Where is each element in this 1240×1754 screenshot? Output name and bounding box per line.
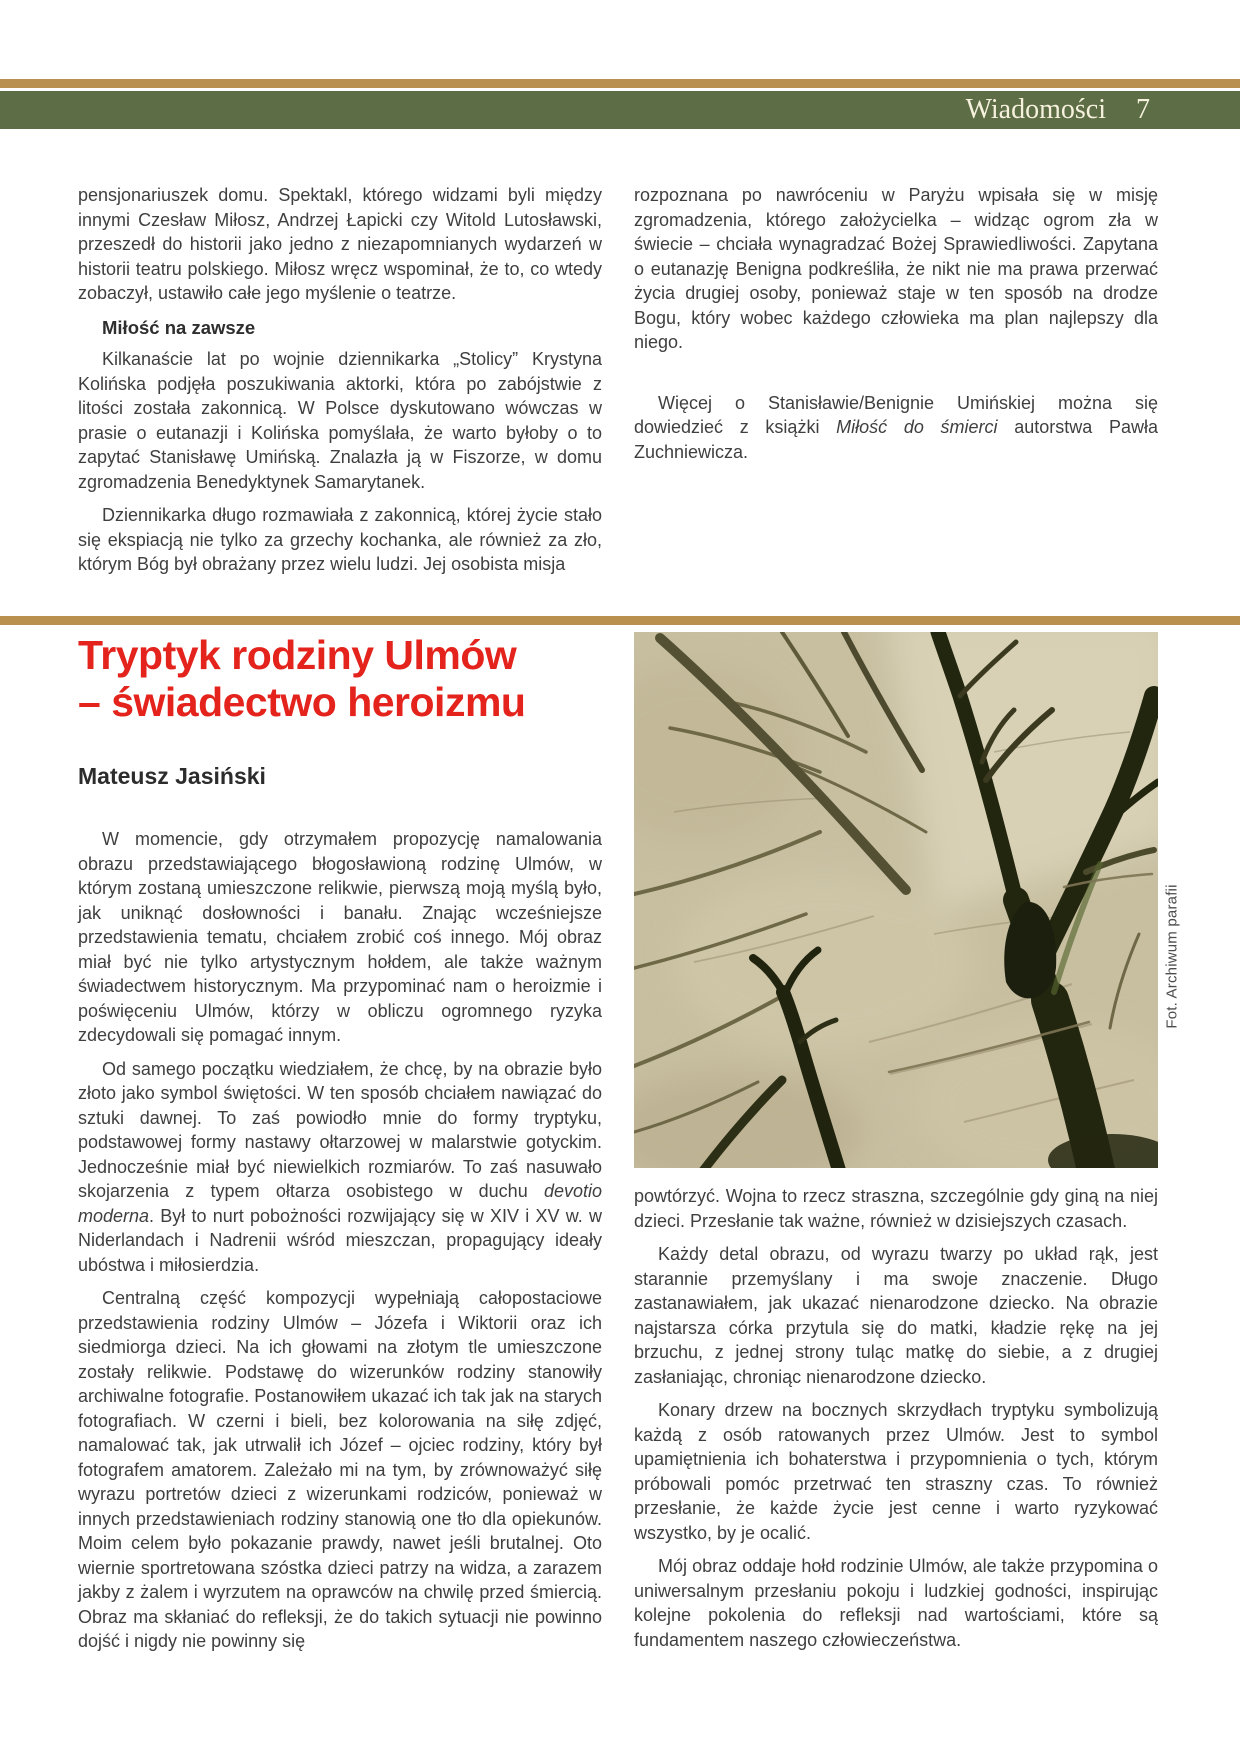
book-title: Miłość do śmierci (836, 417, 998, 437)
feature-article-title: Tryptyk rodziny Ulmów – świadectwo heroizmu (78, 632, 526, 725)
paragraph: Od samego początku wiedziałem, że chcę, by na obrazie było złoto jako symbol świętości. W ten sposób chciałem nawiązać do sztuki dawnej. To zaś powiodło mnie do formy tryptyku, podstawowej formy nastawy ołtarzowej w malarstwie gotyckim. Jednocześnie miał być niewielkich rozmiarów. To zaś nasuwało skojarzenia z typem ołtarza osobistego w duchu devotio moderna. Był to nurt pobożności rozwijający się w XIV i XV w. w Niderlandach i Nadrenii wśród mieszczan, propagujący ideały ubóstwa i miłosierdzia. (78, 1058, 602, 1275)
paragraph: Konary drzew na bocznych skrzydłach tryptyku symbolizują każdą z osób ratowanych przez Ulmów. Jest to symbol upamiętnienia ich bohaterstwa i przypomnienia o tych, którym próbowali pomóc przetrwać ten straszny czas. To również przesłanie, że każde życie jest cenne i warto ryzykować wszystko, by je ocalić. (634, 1400, 1158, 1543)
latin-term: devotio moderna (78, 1181, 602, 1226)
header-gold-rule (0, 79, 1240, 88)
paragraph: Dziennikarka długo rozmawiała z zakonnicą, której życie stało się ekspiacją nie tylko za grzechy kochanka, ale również za zło, którym Bóg był obrażany przez wielu ludzi. Jej osobista misja (78, 505, 602, 574)
paragraph: W momencie, gdy otrzymałem propozycję namalowania obrazu przedstawiającego błogosławioną rodzinę Ulmów, w którym zostaną umieszczone relikwie, pierwszą moją myślą było, jak uniknąć dosłowności i banału. Znając wcześniejsze przedstawienia tematu, chciałem zrobić coś innego. Mój obraz miał być nie tylko artystycznym hołdem, ale także ważnym świadectwem historycznym. Ma przypominać nam o heroizmie i poświęceniu Ulmów, którzy w obliczu ogromnego ryzyka zdecydowali się pomagać innym. (78, 829, 602, 1045)
subhead-milosc-na-zawsze: Miłość na zawsze (102, 316, 256, 338)
paragraph: powtórzyć. Wojna to rzecz straszna, szczególnie gdy giną na niej dzieci. Przesłanie tak ważne, również w dzisiejszych czasach. (634, 1186, 1158, 1231)
closing-note: Więcej o Stanisławie/Benignie Umińskiej można się dowiedzieć z książki Miłość do śmierci autorstwa Pawła Zuchniewicza. (634, 392, 1158, 462)
photo-credit: Fot. Archiwum parafii (1163, 884, 1181, 1029)
paragraph: Mój obraz oddaje hołd rodzinie Ulmów, ale także przypomina o uniwersalnym przesłaniu pokoju i ludzkiej godności, inspirując kolejne pokolenia do refleksji nad wartościami, które są fundamentem naszego człowieczeństwa. (634, 1556, 1158, 1650)
feature-author: Mateusz Jasiński (78, 763, 266, 789)
paragraph: Centralną część kompozycji wypełniają całopostaciowe przedstawienia rodziny Ulmów – Józefa i Wiktorii oraz ich siedmiorga dzieci. Na ich głowami na złotym tle umieszczone zostały relikwie. Podstawę do wizerunków rodziny stanowiły archiwalne fotografie. Postanowiłem ukazać ich tak jak na starych fotografiach. W czerni i bieli, bez kolorowania na siłę zdjęć, namalować tak, jak utrwalił ich Józef – ojciec rodziny, który był fotografem amatorem. Zależało mi na tym, by zrównoważyć siłę wyrazu portretów dzieci z wizerunkami rodziców, ponieważ w innych przedstawieniach rodziny stanowią one tło dla opiekunów. Moim celem było pokazanie prawdy, nawet jeśli brutalnej. Oto wiernie sportretowana szóstka dzieci patrzy na widza, a zarazem jakby z żalem i wyrzutem na oprawców na chwilę przed śmiercią. Obraz ma skłaniać do refleksji, że do takich sytuacji nie powinno dojść i nigdy nie powinny się (78, 1288, 602, 1651)
feature-left-column (78, 827, 602, 1663)
top-article-left-column (78, 183, 602, 586)
section-title: Wiadomości (965, 94, 1106, 125)
page-header-bar (0, 91, 1240, 129)
paragraph: Kilkanaście lat po wojnie dziennikarka „Stolicy” Krystyna Kolińska podjęła poszukiwania aktorki, która po zabójstwie z litości została zakonnicą. W Polsce dyskutowano wówczas w prasie o eutanazji i Kolińska pomyślała, że warto byłoby o to zapytać Stanisławę Umińską. Znalazła ją w Fiszorze, w domu zgromadzenia Benedyktynek Samarytanek. (78, 349, 602, 492)
page-number: 7 (1136, 94, 1150, 125)
feature-right-column (634, 1184, 1158, 1661)
paragraph: Każdy detal obrazu, od wyrazu twarzy po układ rąk, jest starannie przemyślany i ma swoje znaczenie. Długo zastanawiałem, jak ukazać nienarodzone dziecko. Na obrazie najstarsza córka przytula się do matki, kładzie rękę na jej brzuchu, z jednej strony tuląc matkę do siebie, a z drugiej zasłaniając, chroniąc nienarodzone dziecko. (634, 1244, 1158, 1387)
section-divider-rule (0, 616, 1240, 625)
triptych-branches-photo (634, 632, 1158, 1168)
top-article-right-column (634, 183, 1158, 473)
paragraph: rozpoznana po nawróceniu w Paryżu wpisała się w misję zgromadzenia, którego założycielka – widząc ogrom zła w świecie – chciała wynagradzać Bożej Sprawiedliwości. Zapytana o eutanazję Benigna podkreśliła, że nikt nie ma prawa przerwać życia drugiej osoby, ponieważ staje w ten sposób na drodze Bogu, który wobec każdego człowieka ma plan najlepszy dla niego. (634, 185, 1158, 352)
paragraph: pensjonariuszek domu. Spektakl, którego widzami byli między innymi Czesław Miłosz, Andrzej Łapicki czy Witold Lutosławski, przeszedł do historii jako jedno z niezapomnianych wydarzeń w historii teatru polskiego. Miłosz wręcz wspominał, że to, co wtedy zobaczył, ustawiło całe jego myślenie o teatrze. (78, 185, 602, 303)
branches-painting-graphic (634, 632, 1158, 1168)
